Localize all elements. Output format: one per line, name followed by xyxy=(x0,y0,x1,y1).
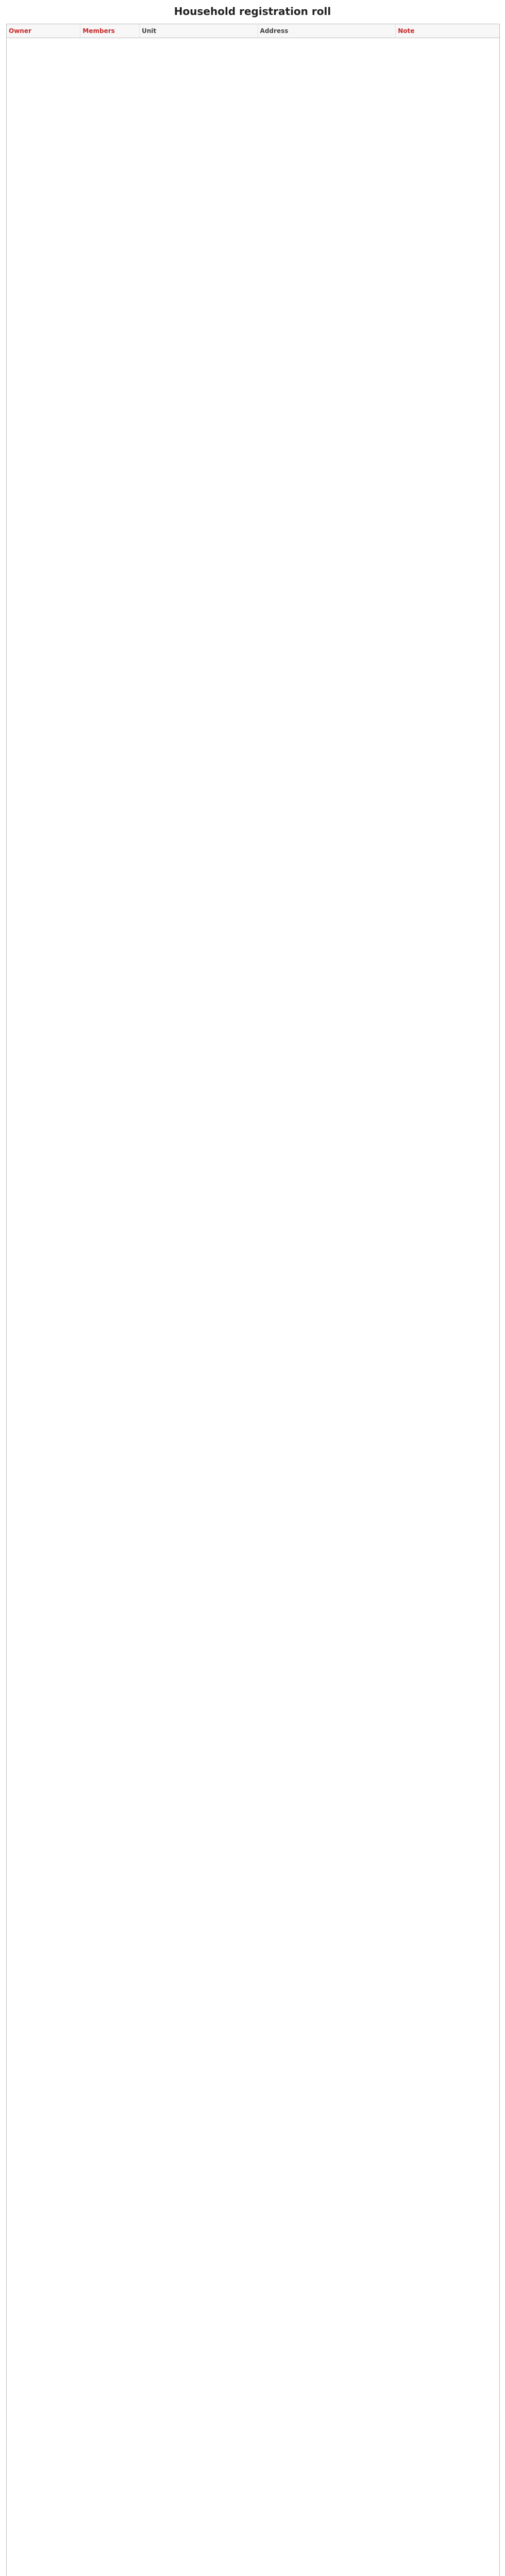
column-header-address: Address xyxy=(258,24,396,38)
column-header-note: Note xyxy=(398,27,415,35)
page-title: Household registration roll xyxy=(174,5,331,18)
column-header-members: Members xyxy=(80,24,140,38)
column-header-owner: Owner xyxy=(7,24,80,38)
column-header-unit: Unit xyxy=(140,24,258,38)
data-table xyxy=(6,24,500,2576)
table-header xyxy=(7,24,499,38)
